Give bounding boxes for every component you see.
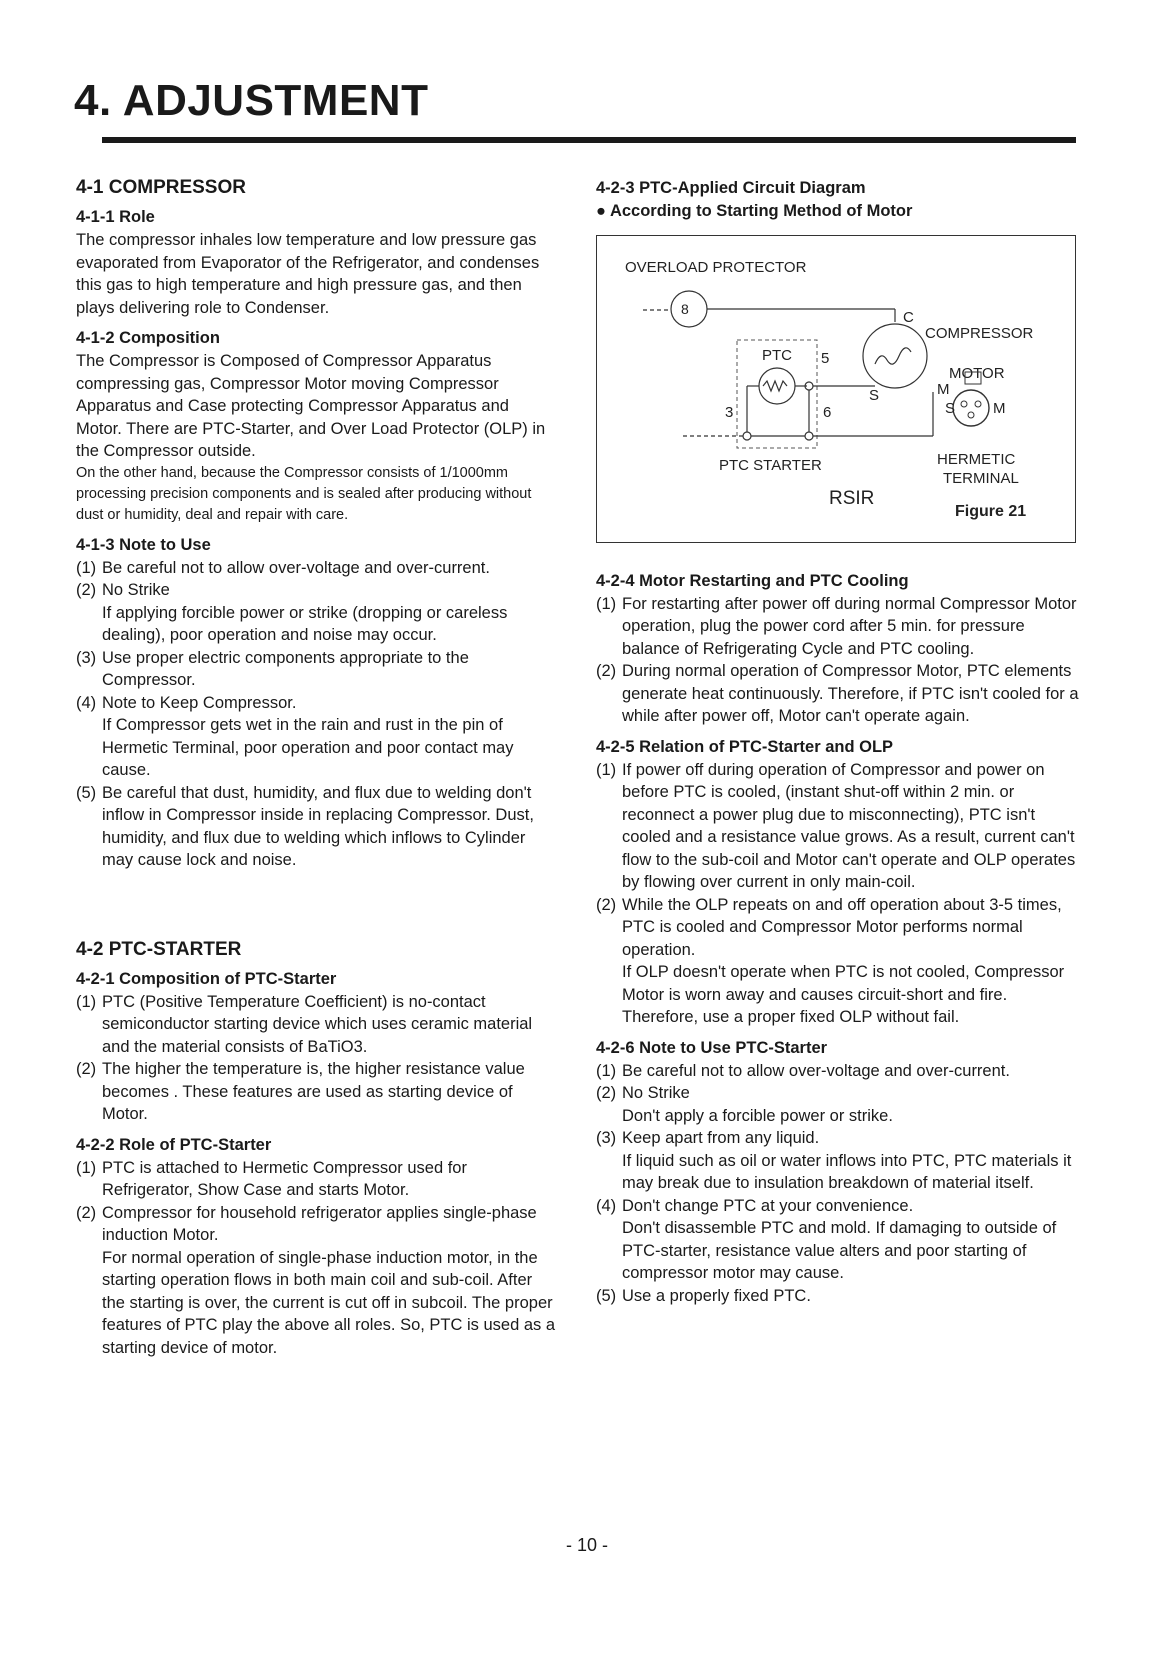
terminal-c-label: C (903, 308, 914, 326)
olp-symbol (671, 291, 707, 327)
list-item-detail: If OLP doesn't operate when PTC is not cooled, Compressor Motor is worn away and causes circuit-short and fire. Therefore, use a proper fixed OLP without fail. (622, 963, 1065, 1026)
list-item-detail: Don't disassemble PTC and mold. If damaging to outside of PTC-starter, resistance value alters and poor starting of compressor motor may cause. (622, 1219, 1057, 1282)
circuit-diagram-figure (596, 235, 1076, 543)
olp-glyph: 8 (681, 300, 689, 317)
pin-3-node (743, 432, 751, 440)
left-column (76, 176, 556, 1359)
section-title-ptc-starter: 4-2 PTC-STARTER (76, 938, 242, 960)
winding-coil-symbol (875, 347, 911, 363)
heading-ptc-olp-relation: 4-2-5 Relation of PTC-Starter and OLP (596, 737, 894, 756)
heading-ptc-role: 4-2-2 Role of PTC-Starter (76, 1135, 272, 1154)
heading-composition: 4-1-2 Composition (76, 329, 220, 347)
list-item: (2) During normal operation of Compressor Motor, PTC elements generate heat continuously. Therefore, if PTC isn't cooled for a while after power off, Motor can't operate again. (596, 662, 1079, 725)
terminal-caption: TERMINAL (943, 469, 1019, 487)
bullet-starting-method: ● According to Starting Method of Motor (596, 202, 913, 220)
motor-label: MOTOR (949, 364, 1005, 382)
terminal-pin (968, 412, 974, 418)
hermetic-terminal-symbol (953, 390, 989, 426)
heading-ptc-composition: 4-2-1 Composition of PTC-Starter (76, 969, 337, 988)
compressor-label: COMPRESSOR (925, 324, 1034, 342)
list-item: (5) Use a properly fixed PTC. (596, 1286, 811, 1305)
list-item-detail: If Compressor gets wet in the rain and rust in the pin of Hermetic Terminal, poor operation and poor contact may cause. (102, 716, 514, 779)
section-title-compressor: 4-1 COMPRESSOR (76, 177, 246, 198)
terminal-pin (961, 401, 967, 407)
ptc-label: PTC (762, 346, 792, 364)
list-item: (1) For restarting after power off during normal Compressor Motor operation, plug the power cord after 5 min. for pressure balance of Refrigerating Cycle and PTC cooling. (596, 594, 1077, 658)
title-rule (102, 137, 1076, 143)
list-item: (2) While the OLP repeats on and off operation about 3-5 times, PTC is cooled and Compressor Motor performs normal operation. (596, 895, 1062, 959)
overload-protector-label: OVERLOAD PROTECTOR (625, 258, 807, 276)
list-item: (3) Keep apart from any liquid. (596, 1129, 820, 1147)
page-title: 4. ADJUSTMENT (74, 76, 429, 125)
list-item-detail: If liquid such as oil or water inflows into PTC, PTC materials it may break due to insulation breakdown of material itself. (622, 1151, 1072, 1192)
ptc-starter-caption: PTC STARTER (719, 456, 822, 474)
list-item: (1) Be careful not to allow over-voltage and over-current. (76, 558, 490, 577)
composition-text: The Compressor is Composed of Compressor Apparatus compressing gas, Compressor Motor moving Compressor Apparatus and Case protecting Compressor Apparatus and Motor. There are PTC-Starter, and Over Load Protector (OLP) in the Compressor outside. (76, 352, 546, 460)
list-item: (1) PTC is attached to Hermetic Compressor used for Refrigerator, Show Case and starts Motor. (76, 1158, 467, 1199)
terminal-m-label: M (937, 380, 950, 398)
role-text: The compressor inhales low temperature and low pressure gas evaporated from Evaporator of the Refrigerator, and condenses this gas to high temperature and high pressure gas, and then plays delivering role to Condenser. (76, 231, 540, 317)
list-item: (1) If power off during operation of Compressor and power on before PTC is cooled, (instant shut-off within 2 min. or reconnect a power plug due to misconnecting), PTC isn't cooled and a resistance value grows. As a result, current can't flow to the sub-coil and Motor can't operate and OLP operates by flowing over current in only main-coil. (596, 760, 1076, 891)
list-item: (2) Compressor for household refrigerator applies single-phase induction Motor. (76, 1203, 537, 1244)
right-column (596, 176, 1080, 1307)
pin-3-label: 3 (725, 403, 734, 421)
pin-6-label: 6 (823, 403, 832, 421)
hermetic-caption: HERMETIC (937, 450, 1016, 468)
terminal-pin (975, 401, 981, 407)
page-number: - 10 - (565, 1535, 608, 1555)
list-item: (4) Don't change PTC at your convenience. (596, 1196, 914, 1215)
rsir-label: RSIR (829, 487, 875, 509)
compressor-winding-symbol (863, 324, 927, 388)
terminal-s2-label: S (945, 399, 956, 417)
list-item: (1) PTC (Positive Temperature Coefficient) is no-contact semiconductor starting device which uses ceramic material and the material consists of BaTiO3. (76, 992, 533, 1056)
list-item: (1) Be careful not to allow over-voltage and over-current. (596, 1061, 1010, 1080)
heading-circuit-diagram: 4-2-3 PTC-Applied Circuit Diagram (596, 179, 866, 197)
heading-note-to-use: 4-1-3 Note to Use (76, 535, 211, 554)
list-item: (3) Use proper electric components appropriate to the Compressor. (76, 648, 469, 689)
list-item-detail: For normal operation of single-phase induction motor, in the starting operation flows in both main coil and sub-coil. After the starting is over, the current is cut off in subcoil. The proper features of PTC play the above all roles. So, PTC is used as a starting device of motor. (102, 1248, 556, 1357)
list-item-detail: Don't apply a forcible power or strike. (622, 1106, 893, 1125)
composition-note: On the other hand, because the Compressor consists of 1/1000mm processing precision components and is sealed after producing without dust or humidity, deal and repair with care. (76, 464, 532, 523)
heading-ptc-note: 4-2-6 Note to Use PTC-Starter (596, 1038, 828, 1057)
heading-motor-restarting: 4-2-4 Motor Restarting and PTC Cooling (596, 571, 909, 590)
list-item-detail: If applying forcible power or strike (dropping or careless dealing), poor operation and noise may occur. (102, 603, 508, 644)
list-item: (2) No Strike (596, 1084, 690, 1102)
terminal-s-label: S (869, 386, 880, 404)
terminal-m2-label: M (993, 399, 1006, 417)
heading-role: 4-1-1 Role (76, 208, 155, 226)
pin-5-label: 5 (821, 349, 830, 367)
list-item: (4) Note to Keep Compressor. (76, 693, 297, 712)
circuit-diagram (597, 236, 1075, 542)
pin-6-node (805, 432, 813, 440)
list-item: (2) The higher the temperature is, the higher resistance value becomes . These features are used as starting device of Motor. (76, 1060, 525, 1123)
ptc-resistor-symbol (763, 381, 787, 391)
list-item: (5) Be careful that dust, humidity, and flux due to welding don't inflow in Compressor inside in replacing Compressor. Dust, humidity, and flux due to welding which inflows to Cylinder may cause lock and noise. (76, 783, 534, 869)
figure-caption: Figure 21 (955, 502, 1027, 520)
list-item: (2) No Strike (76, 581, 170, 599)
